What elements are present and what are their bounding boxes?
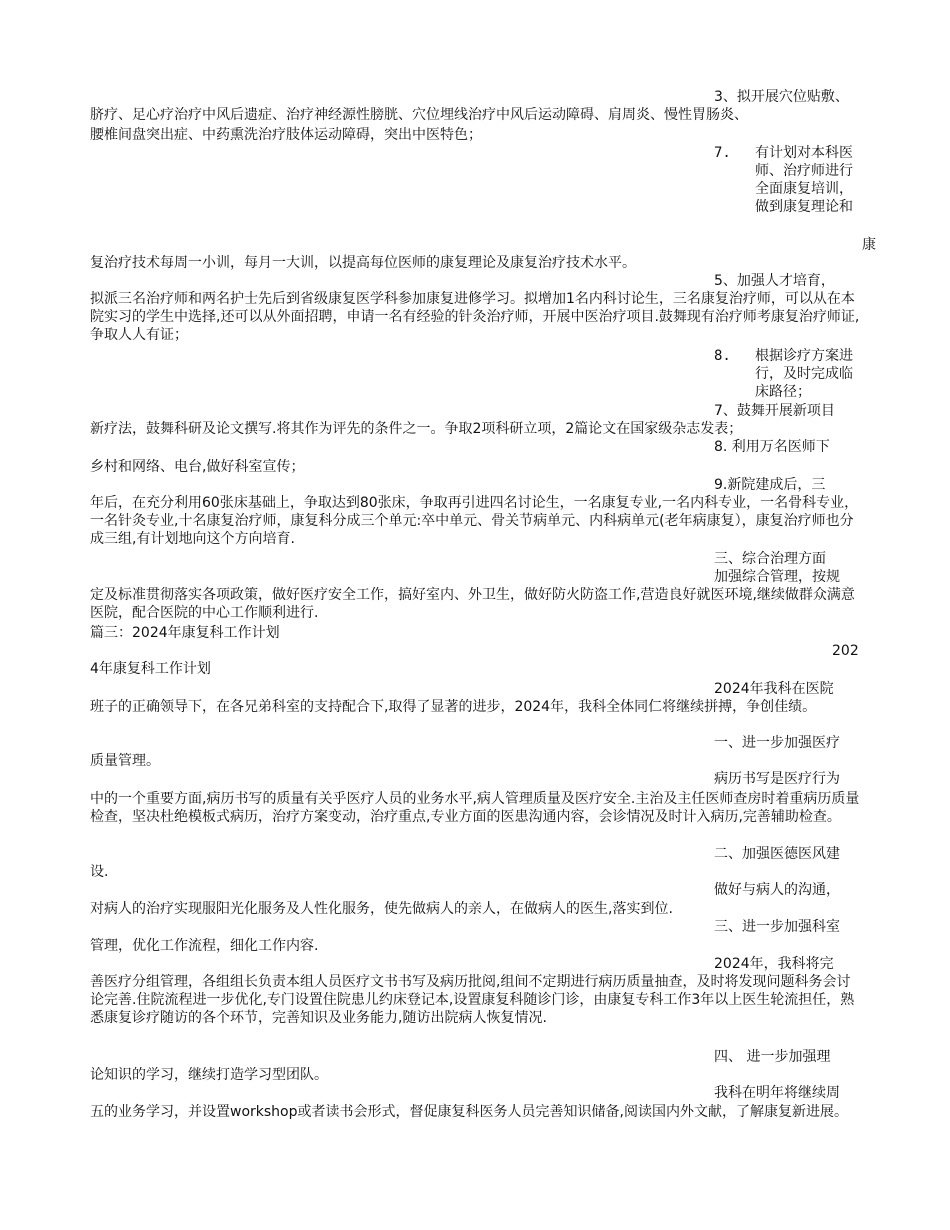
list-item-number: 8. [714,348,731,364]
paragraph: 班子的正确领导下，在各兄弟科室的支持配合下,取得了显著的进步，2024年，我科全体同仁将继续拼搏，争创佳绩。 [90,699,817,715]
section-heading: 一、进一步加强医疗 [714,735,840,751]
paragraph: 年后，在充分利用60张床基础上，争取达到80张床，争取再引进四名讨论生，一名康复专业,一名内科专业，一名骨科专业，一名针灸专业,十名康复治疗师，康复科分成三个单元:卒中单元、骨关节病单元、内科病单元(老年病康复），康复治疗师也分成三组,有计划地向这个方向培育. [90,495,859,547]
paragraph: 拟派三名治疗师和两名护士先后到省级康复医学科参加康复进修学习。拟增加1名内科讨论生，三名康复治疗师，可以从在本院实习的学生中选择,还可以从外面招聘，申请一名有经验的针灸治疗师，开展中医治疗项目.鼓舞现有治疗师考康复治疗师证,争取人人有证； [90,291,860,343]
paragraph-fragment: 我科在明年将继续周 [714,1085,840,1101]
chapter-title: 篇三：2024年康复科工作计划 [90,625,280,641]
paragraph-line: 设. [90,864,109,880]
paragraph-fragment: 7、鼓舞开展新项目 [714,403,835,419]
paragraph-line: 新疗法，鼓舞科研及论文撰写.将其作为评先的条件之一。争取2项科研立项，2篇论文在国家级杂志发表； [90,421,743,437]
list-item-text: 有计划对本科医师、治疗师进行全面康复培训，做到康复理论和 [755,145,853,215]
paragraph-fragment: 2024年，我科将完 [714,956,834,972]
paragraph: 五的业务学习，并设置workshop或者读书会形式，督促康复科医务人员完善知识储备,阅读国内外文献，了解康复新进展。 [90,1104,848,1120]
list-item-number: 7. [714,145,731,161]
paragraph-line: 脐疗、足心疗治疗中风后遗症、治疗神经源性膀胱、穴位埋线治疗中风后运动障碍、肩周炎、慢性胃肠炎、 [90,107,748,123]
paragraph-fragment: 2024年我科在医院 [714,681,834,697]
document-title: 4年康复科工作计划 [90,661,211,677]
paragraph-fragment: 加强综合管理，按规 [714,569,840,585]
paragraph-fragment: 5、加强人才培育， [714,273,835,289]
paragraph: 定及标准贯彻落实各项政策，做好医疗安全工作，搞好室内、外卫生，做好防火防盗工作,营造良好就医环境,继续做群众满意医院，配合医院的中心工作顺利进行. [90,587,855,621]
paragraph-line: 腰椎间盘突出症、中药熏洗治疗肢体运动障碍，突出中医特色； [90,127,482,143]
section-heading: 四、 进一步加强理 [714,1049,831,1065]
paragraph-fragment: 做好与病人的沟通， [714,882,840,898]
paragraph-line: 对病人的治疗实现服阳光化服务及人性化服务，使先做病人的亲人，在做病人的医生,落实到位. [90,901,673,917]
paragraph-fragment: 202 [832,643,859,659]
list-item-text: 根据诊疗方案进行，及时完成临床路径； [755,348,853,400]
paragraph: 中的一个重要方面,病历书写的质量有关乎医疗人员的业务水平,病人管理质量及医疗安全.主治及主任医师查房时着重病历质量检查，坚决杜绝模板式病历，治疗方案变动，治疗重点,专业方面的医患沟通内容，会诊情况及时计入病历,完善辅助检查。 [90,791,860,825]
paragraph: 善医疗分组管理，各组组长负责本组人员医疗文书书写及病历批阅,组间不定期进行病历质量抽查，及时将发现问题科务会讨论完善.住院流程进一步优化,专门设置住院患儿约床登记本,设置康复科随诊门诊，由康复专科工作3年以上医生轮流担任，熟悉康复诊疗随访的各个环节，完善知识及业务能力,随访出院病人恢复情况. [90,974,855,1026]
paragraph-fragment: 9.新院建成后，三 [714,477,826,493]
paragraph-fragment: 康 [862,237,876,253]
paragraph-line: 论知识的学习，继续打造学习型团队。 [90,1067,328,1083]
paragraph-line: 质量管理。 [90,753,160,769]
section-heading: 三、进一步加强科室 [714,919,840,935]
paragraph-fragment: 病历书写是医疗行为 [714,771,840,787]
section-heading: 三、综合治理方面 [714,551,826,567]
paragraph-fragment: 3、拟开展穴位贴敷、 [714,89,849,105]
section-heading: 二、加强医德医风建 [714,846,840,862]
paragraph-line: 管理，优化工作流程，细化工作内容. [90,938,319,954]
paragraph-fragment: 8. 利用万名医师下 [714,439,830,455]
paragraph-line: 乡村和网络、电台,做好科室宣传； [90,459,305,475]
paragraph-line: 复治疗技术每周一小训，每月一大训，以提高每位医师的康复理论及康复治疗技术水平。 [90,255,636,271]
